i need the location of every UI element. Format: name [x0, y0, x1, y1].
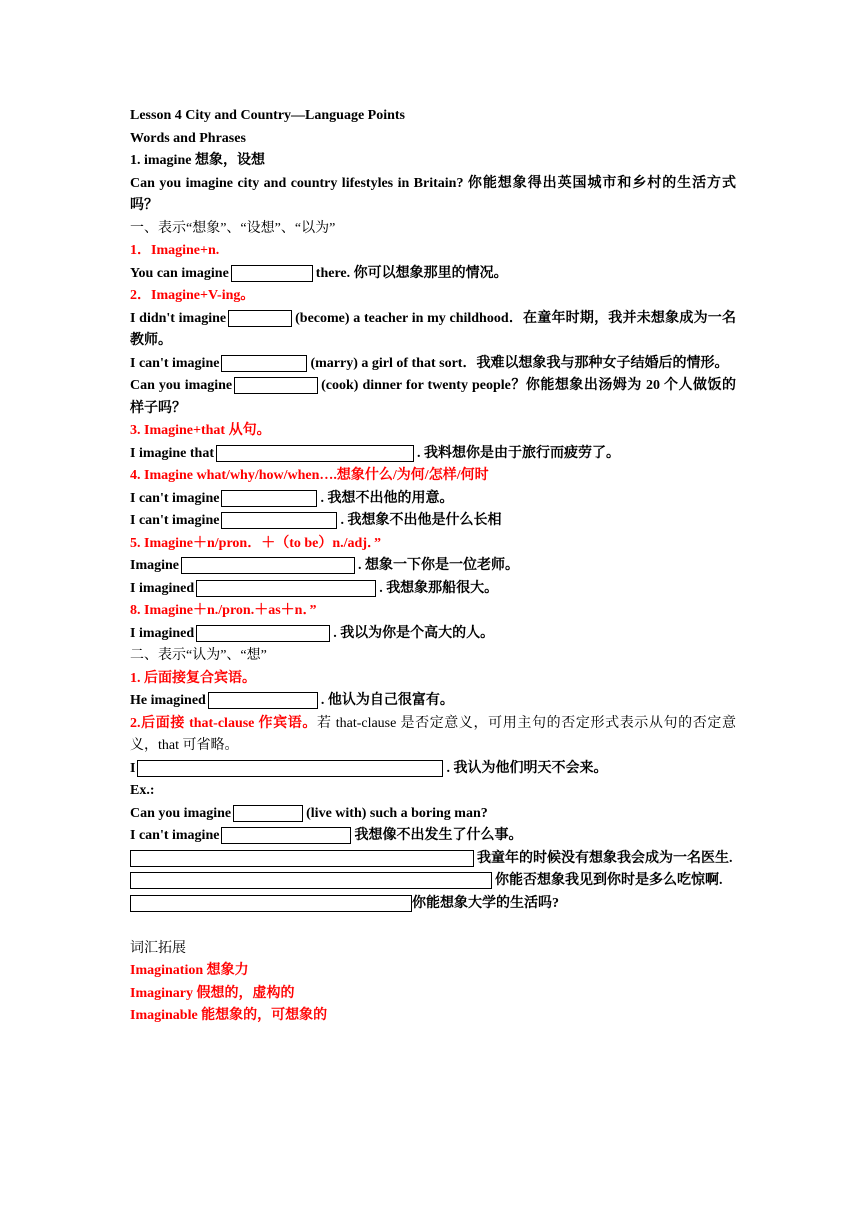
- sentence-end: . 我想象那船很大。: [379, 580, 499, 596]
- example-sentence: Can you imagine city and country lifestyles in Britain? 你能想象得出英国城市和乡村的生活方式吗？: [130, 175, 736, 213]
- exercise-line: [130, 690, 736, 713]
- answer-blank[interactable]: [196, 580, 376, 597]
- answer-blank[interactable]: [130, 895, 412, 912]
- pattern-heading: 8. Imagine＋n./pron.＋as＋n．”: [130, 603, 317, 618]
- answer-blank[interactable]: [137, 760, 443, 777]
- exercise-line: [130, 443, 736, 466]
- sentence-end: . 想象一下你是一位老师。: [358, 558, 519, 573]
- pattern-heading: 4. Imagine what/why/how/when….想象什么/为何/怎样/何时: [130, 468, 489, 483]
- spacer: [130, 915, 736, 938]
- answer-blank[interactable]: [231, 265, 313, 282]
- sentence-end: . 我想不出他的用意。: [320, 490, 454, 506]
- answer-blank[interactable]: [221, 355, 307, 372]
- sentence-end: (become) a teacher in my childhood．在童年时期，我并未想象成为一名教师。: [130, 310, 736, 348]
- sentence-end: (cook) dinner for twenty people？你能想象出汤姆为 20 个人做饭的样子吗？: [130, 378, 736, 416]
- answer-blank[interactable]: [221, 490, 317, 507]
- pattern-heading: 3. Imagine+that 从句。: [130, 423, 271, 438]
- exercise-line: [130, 308, 736, 353]
- answer-blank[interactable]: [130, 872, 492, 889]
- vocab-extension-item: Imagination 想象力: [130, 963, 249, 978]
- answer-blank[interactable]: [221, 827, 351, 844]
- meaning-heading: 二、表示“认为”、“想”: [130, 648, 267, 663]
- exercise-line: [130, 510, 736, 533]
- sentence-end: . 他认为自己很富有。: [320, 693, 454, 708]
- sentence-start: Imagine: [130, 558, 179, 573]
- vocab-extension-item: Imaginary 假想的，虚构的: [130, 985, 295, 1001]
- exercise-line: [130, 825, 736, 848]
- pattern-heading: 2．Imagine+V-ing。: [130, 288, 255, 303]
- sentence-start: I didn't imagine: [130, 310, 227, 326]
- answer-blank[interactable]: [130, 850, 474, 867]
- sentence-end: there. 你可以想象那里的情况。: [315, 265, 508, 281]
- meaning-heading: 一、表示“想象”、“设想”、“以为”: [130, 220, 336, 236]
- sentence-start: I imagine that: [130, 445, 214, 461]
- pattern-heading-red: 2.后面接 that-clause 作宾语。: [130, 715, 317, 731]
- answer-blank[interactable]: [208, 692, 318, 709]
- vocab-item: 1. imagine 想象，设想: [130, 153, 265, 168]
- sentence-start: I can't imagine: [130, 513, 220, 528]
- answer-blank[interactable]: [196, 625, 330, 642]
- sentence-start: I can't imagine: [130, 828, 220, 843]
- sentence-start: Can you imagine: [130, 378, 233, 393]
- exercise-line: [130, 803, 736, 826]
- answer-blank[interactable]: [181, 557, 355, 574]
- exercise-line: [130, 488, 736, 511]
- sentence-start: I: [130, 760, 136, 776]
- answer-blank[interactable]: [221, 512, 337, 529]
- pattern-heading: 5. Imagine＋n/pron．＋（to be）n./adj．”: [130, 535, 381, 551]
- exercise-line: [130, 555, 736, 578]
- sentence-end: (live with) such a boring man?: [306, 805, 488, 821]
- exercise-label: Ex.:: [130, 783, 155, 798]
- sentence-start: He imagined: [130, 693, 206, 708]
- sentence-end: 我想像不出发生了什么事。: [354, 828, 523, 843]
- answer-blank[interactable]: [228, 310, 292, 327]
- pattern-heading: 1．Imagine+n.: [130, 243, 220, 258]
- section-heading: Words and Phrases: [130, 130, 246, 146]
- vocab-heading: 词汇拓展: [130, 940, 186, 956]
- sentence-end: (marry) a girl of that sort．我难以想象我与那种女子结婚后的情形。: [310, 355, 729, 371]
- exercise-line: [130, 758, 736, 781]
- exercise-line: [130, 263, 736, 286]
- document-page: [130, 105, 736, 1028]
- sentence-start: I imagined: [130, 580, 195, 596]
- sentence-end: . 我想象不出他是什么长相: [340, 513, 502, 528]
- sentence-start: I can't imagine: [130, 355, 220, 371]
- pattern-heading: 1. 后面接复合宾语。: [130, 670, 256, 686]
- sentence-end: . 我认为他们明天不会来。: [446, 760, 608, 776]
- exercise-line: [130, 893, 736, 916]
- sentence-end: . 我以为你是个高大的人。: [333, 625, 495, 641]
- exercise-line: [130, 375, 736, 420]
- exercise-line: [130, 353, 736, 376]
- sentence-end: 你能否想象我见到你时是多么吃惊啊.: [495, 873, 723, 888]
- pattern-note: 若 that-clause 是否定意义，可用主句的否定形式表示从句的否定意义，that 可省略。: [130, 715, 736, 753]
- page-title: Lesson 4 City and Country—Language Points: [130, 108, 405, 123]
- sentence-end: 我童年的时候没有想象我会成为一名医生.: [477, 850, 733, 866]
- sentence-start: You can imagine: [130, 265, 229, 281]
- pattern-heading: [130, 713, 736, 758]
- exercise-line: [130, 848, 736, 871]
- exercise-line: [130, 578, 736, 601]
- sentence-start: Can you imagine: [130, 805, 232, 821]
- vocab-extension-item: Imaginable 能想象的，可想象的: [130, 1008, 328, 1023]
- exercise-line: [130, 870, 736, 893]
- answer-blank[interactable]: [216, 445, 414, 462]
- answer-blank[interactable]: [233, 805, 303, 822]
- sentence-start: I imagined: [130, 625, 195, 641]
- answer-blank[interactable]: [234, 377, 318, 394]
- sentence-start: I can't imagine: [130, 490, 220, 506]
- sentence-end: . 我料想你是由于旅行而疲劳了。: [417, 445, 620, 461]
- exercise-line: [130, 623, 736, 646]
- sentence-end: 你能想象大学的生活吗?: [412, 895, 559, 911]
